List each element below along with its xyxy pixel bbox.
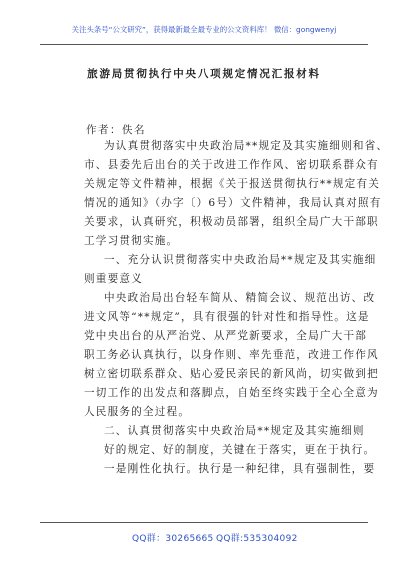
document-title: 旅游局贯彻执行中央八项规定情况汇报材料 [87,68,321,80]
body-line: 市、县委先后出台的关于改进工作作风、密切联系群众有 [84,159,379,171]
body-line: 一是刚性化执行。执行是一种纪律，具有强制性，要 [104,463,376,475]
document-author: 作者：佚名 [86,124,146,136]
body-line: 中央政治局出台轻车简从、精简会议、规范出访、改 [104,292,376,304]
document-body [84,137,389,479]
body-line: 情况的通知》（办字〔）6号）文件精神，我局认真对照有 [84,197,382,209]
body-line: 关规定等文件精神，根据《关于报送贯彻执行**规定有关 [84,178,381,190]
body-line: 为认真贯彻落实中央政治局**规定及其实施细则和省、 [104,140,389,152]
footer-qq-group-2: QQ群:535304092 [216,534,298,544]
footer-divider [40,522,368,523]
body-line: 则重要意义 [84,273,143,285]
body-line: 职工务必认真执行，以身作则、率先垂范，改进工作作风 [84,349,379,361]
body-line: 人民服务的全过程。 [84,406,191,418]
body-line: 二、认真贯彻落实中央政治局**规定及其实施细则 [104,425,365,437]
body-line: 一、充分认识贯彻落实中央政治局**规定及其实施细 [104,254,377,266]
footer-qq-group-1: QQ群：30265665 [132,534,214,544]
body-line: 好的规定、好的制度，关键在于落实，更在于执行。 [104,444,376,456]
body-line: 树立密切联系群众、贴心爱民亲民的新风尚，切实做到把 [84,368,379,380]
body-line: 关要求，认真研究，积极动员部署，组织全局广大干部职 [84,216,379,228]
body-line: 党中央出台的从严治党、从严党新要求，全局广大干部 [84,330,368,342]
header-divider [40,44,368,45]
body-line: 工学习贯彻实施。 [84,235,179,247]
body-line: 一切工作的出发点和落脚点，自始至终实践于全心全意为 [84,387,379,399]
body-line: 进文风等“**规定”，具有很强的针对性和指导性。这是 [84,311,370,323]
promo-header: 关注头条号“公文研究”，获得最新最全最专业的公文资料库！ 微信：gongwenyj [71,25,337,34]
